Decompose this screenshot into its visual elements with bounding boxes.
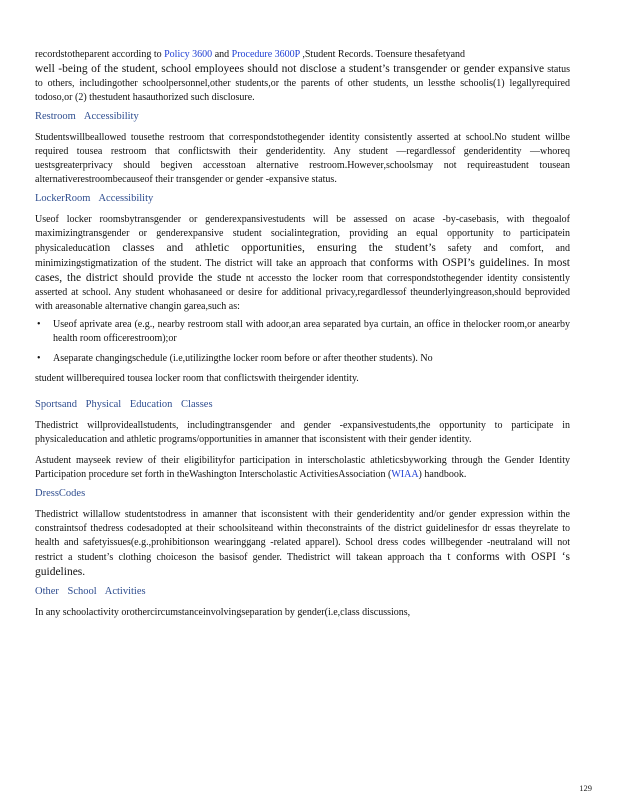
page-number: 129: [579, 783, 592, 793]
sports-paragraph: Thedistrict willprovideallstudents, includingtransgender and gender -expansivestudents,the opportunity to participate in physicaleducation and athletic programs/opportunities in amanner that isconsistent with their gender identity.: [35, 420, 570, 445]
list-item-text: Aseparate changingschedule (i.e,utilizingthe locker room before or after theother students). No: [53, 353, 433, 364]
intro-text-d: status to others, includingother schoolpersonnel,other students,or the parents of other students, un lessthe schoolis(1) legallyrequired todoso,or (2) thestudent hasauthorized such disclosure.: [35, 64, 571, 103]
intro-text-a: recordstotheparent according to: [35, 49, 165, 60]
wiaa-link[interactable]: WIAA: [391, 469, 419, 480]
dress-heading: DressCodes: [35, 488, 86, 499]
bullet-icon: •: [37, 353, 41, 364]
intro-paragraph: [35, 48, 570, 105]
other-heading: Other School Activities: [35, 586, 146, 597]
locker-text-b: ation classes and athletic opportunities, ensuring the student’s: [87, 242, 436, 254]
policy-3600-link[interactable]: Policy 3600: [164, 49, 213, 60]
locker-text-d: conforms with OSPI’s guidelines. In most cases, the district should provide the stude: [35, 257, 570, 284]
restroom-heading: Restroom Accessibility: [35, 111, 139, 122]
wiaa-text-b: ) handbook.: [418, 469, 467, 480]
locker-paragraph: [35, 213, 570, 314]
bullet-icon: •: [37, 319, 41, 330]
locker-options-list: [35, 318, 570, 366]
restroom-paragraph: Studentswillbeallowed tousethe restroom that correspondstothegender identity consistently asserted at school.No student willbe required tousea restroom that conflictswith their genderidentity. Any student —regardlessof genderidentity —whoreq uestsgreaterprivacy should begiven accesstoan alternative restroom.However,schoolsmay not requireastudent tousean alternativerestroombecauseof their transgender or gender -expansive status.: [35, 132, 570, 185]
locker-text-a: Useof locker roomsbytransgender or genderexpansivestudents will be assessed on acase -by-casebasis, with thegoalof maximizingtransgender or genderexpansive student socialintegration, providing an equal opportunity to participatein physicaleduc: [35, 214, 570, 254]
wiaa-text-a: Astudent mayseek review of their eligibilityfor participation in interscholastic athleticsbyworking through the Gender Identity Participation procedure set forth in theWashington Interscholastic ActivitiesAssociation (: [35, 455, 570, 480]
locker-closing-text: student willberequired tousea locker room that conflictswith theirgender identity.: [35, 373, 359, 384]
procedure-3600p-link[interactable]: Procedure 3600P: [231, 49, 300, 60]
intro-text-b: ,Student Records. Toensure thesafetyand: [299, 49, 466, 60]
locker-text-e: nt accessto the locker room that correspondstothegender identity consistently asserted at school. Any student whohasaneed or desire for additional privacy,regardlessof theunderlyingreason,should beprovided with areasonable alternative changin garea,such as:: [35, 273, 570, 312]
intro-text-c: well -being of the student, school employees should not disclose a student’s transgender or gender expansive: [35, 63, 545, 75]
list-item: [35, 318, 570, 346]
list-item-text: Useof aprivate area (e.g., nearby restroom stall with adoor,an area separated bya curtain, an office in thelocker room,or anearby health room officerestroom);or: [53, 319, 570, 344]
list-item: [35, 352, 570, 366]
sports-heading: Sportsand Physical Education Classes: [35, 399, 213, 410]
intro-and-text: and: [212, 49, 232, 60]
document-page: [35, 48, 570, 620]
dress-paragraph: [35, 508, 570, 580]
wiaa-paragraph: [35, 454, 570, 482]
dress-text-b: t conforms with OSPI ‘s guidelines.: [35, 551, 570, 578]
locker-heading: LockerRoom Accessibility: [35, 193, 154, 204]
dress-text-a: Thedistrict willallow studentstodress in amanner that isconsistent with their genderidentity and/or gender expression within the constraintsof thedress codesadopted at their schoolsiteand within theconstraints of the district guidelinesfor dr essas theyrelate to health and safetyissues(e.g.,prohibitionson wearinggang -related apparel). School dress codes willbegender -neutraland will not restrict a student’s clothing choiceson the basisof gender. Thedistrict will takean approach tha: [35, 509, 570, 563]
locker-text-c: safety and comfort, and minimizingstigmatization of the student. The district will take an approach that: [35, 243, 570, 269]
other-paragraph: In any schoolactivity orothercircumstanceinvolvingseparation by gender(i.e,class discussions,: [35, 607, 411, 618]
